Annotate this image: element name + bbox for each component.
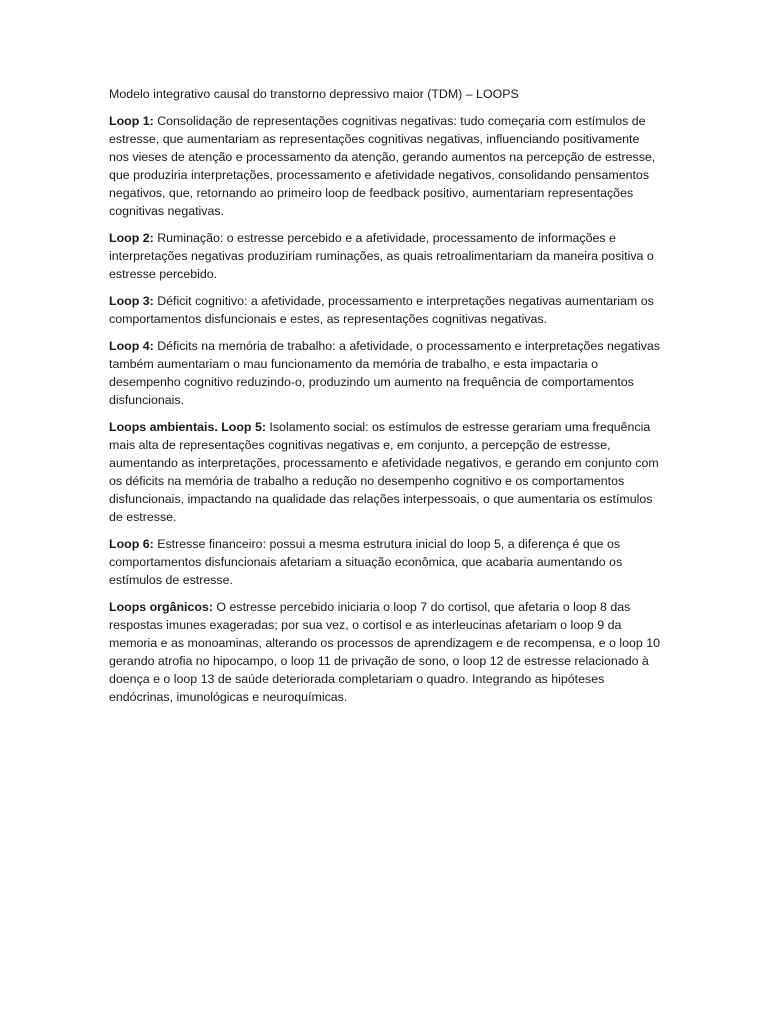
paragraph-loop-2	[109, 229, 661, 283]
paragraph-text: Déficits na memória de trabalho: a afetividade, o processamento e interpretações negativas também aumentariam o mau funcionamento da memória de trabalho, e esta impactaria o desempenho cognitivo reduzindo-o, produzindo um aumento na frequência de comportamentos disfuncionais.	[109, 339, 660, 407]
paragraph-text: Ruminação: o estresse percebido e a afetividade, processamento de informações e interpretações negativas produziriam ruminações, as quais retroalimentariam da maneira positiva o estresse percebido.	[109, 231, 654, 281]
paragraph-text: Déficit cognitivo: a afetividade, processamento e interpretações negativas aumentariam os comportamentos disfuncionais e estes, as representações cognitivas negativas.	[109, 294, 654, 326]
paragraph-loop-6	[109, 535, 661, 589]
paragraph-loop-5	[109, 418, 661, 526]
paragraph-loop-1	[109, 112, 661, 220]
document-body	[109, 85, 661, 715]
paragraph-label: Loops ambientais. Loop 5:	[109, 420, 266, 434]
paragraph-label: Loop 4:	[109, 339, 154, 353]
paragraph-label: Loop 2:	[109, 231, 154, 245]
paragraph-organic-loops	[109, 598, 661, 706]
paragraph-text: Consolidação de representações cognitivas negativas: tudo começaria com estímulos de estresse, que aumentariam as representações cognitivas negativas, influenciando positivamente nos vieses de atenção e processamento da atenção, gerando aumentos na percepção de estresse, que produziria interpretações, processamento e afetividade negativos, consolidando pensamentos negativos, que, retornando ao primeiro loop de feedback positivo, aumentariam representações cognitivas negativas.	[109, 114, 656, 218]
paragraph-loop-3	[109, 292, 661, 328]
paragraph-text: Isolamento social: os estímulos de estresse gerariam uma frequência mais alta de representações cognitivas negativas e, em conjunto, a percepção de estresse, aumentando as interpretações, processamento e afetividade negativos, e gerando em conjunto com os déficits na memória de trabalho a redução no desempenho cognitivo e os comportamentos disfuncionais, impactando na qualidade das relações interpessoais, o que aumentaria os estímulos de estresse.	[109, 420, 659, 524]
paragraph-label: Loop 6:	[109, 537, 154, 551]
paragraph-loop-4	[109, 337, 661, 409]
paragraph-text: Estresse financeiro: possui a mesma estrutura inicial do loop 5, a diferença é que os comportamentos disfuncionais afetariam a situação econômica, que acabaria aumentando os estímulos de estresse.	[109, 537, 623, 587]
paragraph-text: O estresse percebido iniciaria o loop 7 do cortisol, que afetaria o loop 8 das respostas imunes exageradas; por sua vez, o cortisol e as interleucinas afetariam o loop 9 da memoria e as monoaminas, alterando os processos de aprendizagem e de recompensa, e o loop 10 gerando atrofia no hipocampo, o loop 11 de privação de sono, o loop 12 de estresse relacionado à doença e o loop 13 de saúde deteriorada completariam o quadro. Integrando as hipóteses endócrinas, imunológicas e neuroquímicas.	[109, 600, 661, 704]
paragraph-label: Loop 3:	[109, 294, 154, 308]
document-title: Modelo integrativo causal do transtorno depressivo maior (TDM) – LOOPS	[109, 87, 519, 101]
paragraph-label: Loop 1:	[109, 114, 154, 128]
paragraph-label: Loops orgânicos:	[109, 600, 213, 614]
